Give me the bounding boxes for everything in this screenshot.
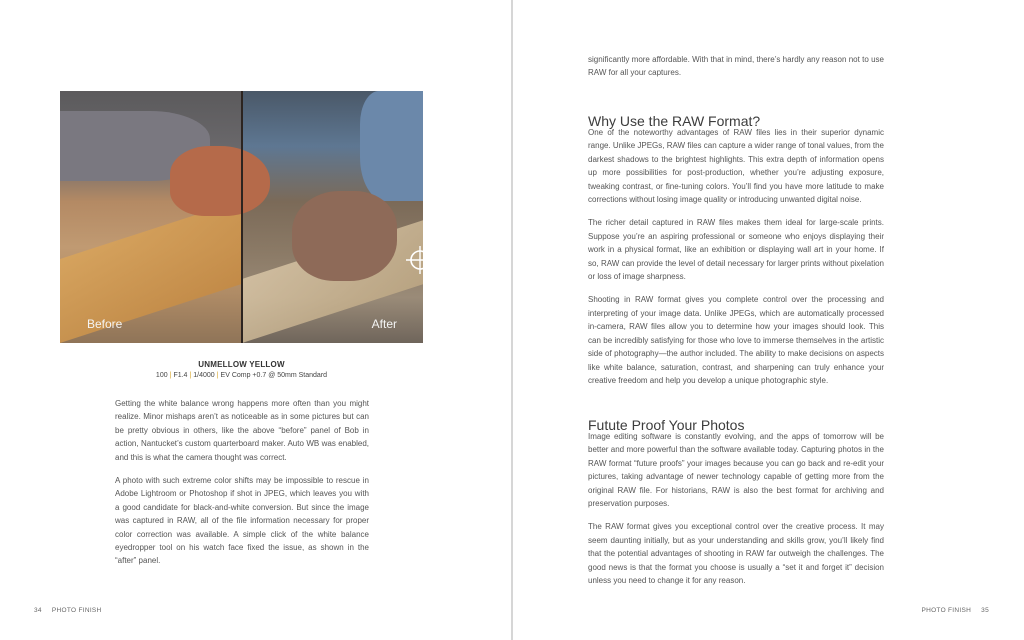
sleeve-after (360, 91, 423, 201)
paragraph: Shooting in RAW format gives you complete control over the processing and interpreting of your image data. Unlike JPEGs, which are automatically processed in-camera, RAW files allow you to determine how your images should look. This can be incredibly satisfying for those who love to immerse themselves in the artistic side of photography—the author included. The ability to make decisions on aspects like white balance, saturation, contrast, and sharpening can truly enhance your creative freedom and help you develop a unique photographic style. (588, 295, 884, 385)
photo-caption-title: UNMELLOW YELLOW (198, 360, 285, 369)
running-title: PHOTO FINISH (51, 607, 102, 614)
paragraph: Getting the white balance wrong happens more often than you might realize. Minor mishaps aren’t as noticeable as in some pictures but can be pretty obvious in others, like the above “before” panel of Bob in action, Nantucket’s custom quarterboard maker. Auto WB was enabled, and this is what the camera thought was correct. (115, 399, 369, 462)
section-heading-why-raw: Why Use the RAW Format? (588, 112, 761, 129)
section-future-proof-body (588, 430, 884, 597)
shutter-value: 1/4000 (193, 372, 215, 379)
section-heading-future-proof: Futute Proof Your Photos (588, 416, 745, 433)
paragraph: The richer detail captured in RAW files makes them ideal for large-scale prints. Suppose you’re an aspiring professional or someone who enjoys displaying their work in a physical format, like an exhibition or displaying wall art in your home. If so, RAW can provide the level of detail necessary for larger prints without pixelation or loss of image sharpness. (588, 218, 884, 282)
iso-value: 100 (155, 372, 168, 379)
right-intro-text (588, 53, 884, 90)
hand-before (170, 146, 270, 216)
exposure-lens-value: EV Comp +0.7 @ 50mm Standard (220, 372, 328, 379)
before-after-photo (60, 91, 423, 343)
left-folio (34, 607, 102, 614)
photo-caption-meta: 100 | F1.4 | 1/4000 | EV Comp +0.7 @ 50mm Standard (155, 372, 328, 379)
panel-divider (241, 91, 243, 343)
section-why-raw-body (588, 126, 884, 397)
after-label: After (371, 317, 397, 331)
page-number: 34 (34, 607, 42, 614)
eyedropper-crosshair-icon (406, 246, 423, 274)
paragraph: One of the noteworthy advantages of RAW files lies in their superior dynamic range. Unlike JPEGs, RAW files can capture a wider range of tonal values, from the darkest shadows to the brightest highlights. This extra depth of information opens up more possibilities for post-production, whether you’re adjusting exposure, tweaking contrast, or fine-tuning colors. You’ll find you have more latitude to make corrections without losing image quality or introducing unwanted digital noise. (588, 128, 884, 205)
left-body-text (115, 397, 369, 578)
paragraph: Image editing software is constantly evolving, and the apps of tomorrow will be better and more powerful than the software available today. Capturing photos in the RAW format “future proofs” your images because you can go back and re-edit your pictures, taking advantage of newer technology capable of getting more from the original RAW file. For historians, RAW is also the best format for archiving and preservation purposes. (588, 432, 884, 509)
before-label: Before (87, 317, 123, 331)
paragraph: A photo with such extreme color shifts may be impossible to rescue in Adobe Lightroom or Photoshop if shot in JPEG, which leaves you with a good candidate for black-and-white conversion. But since the image was captured in RAW, all of the file information necessary for proper color correction was available. A simple click of the white balance eyedropper tool on his watch face fixed the issue, as shown in the “after” panel. (115, 476, 369, 566)
left-page (0, 0, 511, 640)
aperture-value: F1.4 (173, 372, 188, 379)
right-folio (921, 607, 989, 614)
paragraph: significantly more affordable. With that in mind, there’s hardly any reason not to use RAW for all your captures. (588, 55, 884, 78)
running-title: PHOTO FINISH (921, 607, 972, 614)
hand-after (292, 191, 397, 281)
paragraph: The RAW format gives you exceptional control over the creative process. It may seem daunting initially, but as your understanding and skills grow, you’ll likely find that the potential advantages of shooting in RAW far outweigh the challenges. The good news is that the format you choose is usually a “set it and forget it” decision unless you need to change it for any reason. (588, 522, 884, 586)
page-number: 35 (981, 607, 989, 614)
